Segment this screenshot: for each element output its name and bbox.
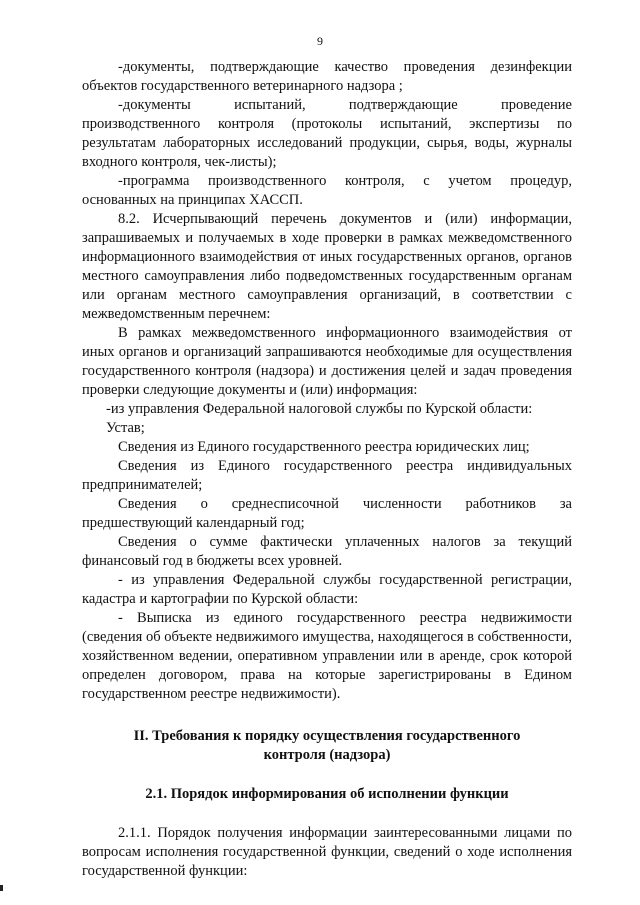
list-item-test-docs: -документы испытаний, подтверждающие проведение производственного контроля (протоколы испытаний, экспертизы по результатам лабораторных исследований продукции, сырья, воды, журналы входного контроля, чек-листы); — [82, 97, 572, 170]
egrip-item: Сведения из Единого государственного реестра индивидуальных предпринимателей; — [82, 458, 572, 493]
section-heading: II. Требования к порядку осуществления государственного контроля (надзора) — [133, 728, 521, 763]
list-item-disinfection-docs: -документы, подтверждающие качество проведения дезинфекции объектов государственного ветеринарного надзора ; — [82, 59, 572, 94]
egrn-extract-item: - Выписка из единого государственного реестра недвижимости (сведения об объекте недвижимого имущества, находящегося в собственности, хозяйственном ведении, оперативном управлении или в аренде, срок которой определен договором, права на которые зарегистрированы в Едином государственном реестре недвижимости). — [82, 610, 572, 702]
subsection-heading: 2.1. Порядок информирования об исполнении функции — [145, 786, 509, 802]
list-item-control-program: -программа производственного контроля, с учетом процедур, основанных на принципах ХАССП. — [82, 173, 572, 208]
document-body — [82, 58, 572, 881]
interagency-paragraph: В рамках межведомственного информационного взаимодействия от иных органов и организаций запрашиваются необходимые для осуществления государственного контроля (надзора) и достижения целей и задач проведения проверки следующие документы и (или) информация: — [82, 325, 572, 398]
taxes-item: Сведения о сумме фактически уплаченных налогов за текущий финансовый год в бюджеты всех уровней. — [82, 534, 572, 569]
clause-2-1-1: 2.1.1. Порядок получения информации заинтересованными лицами по вопросам исполнения государственной функции, сведений о ходе исполнения государственной функции: — [82, 825, 572, 879]
scan-mark — [0, 885, 3, 891]
egrul-item: Сведения из Единого государственного реестра юридических лиц; — [118, 439, 530, 455]
rosreestr-item: - из управления Федеральной службы государственной регистрации, кадастра и картографии по Курской области: — [82, 572, 572, 607]
headcount-item: Сведения о среднесписочной численности работников за предшествующий календарный год; — [82, 496, 572, 531]
charter-item: Устав; — [106, 420, 145, 436]
page-number: 9 — [317, 34, 323, 48]
clause-8-2: 8.2. Исчерпывающий перечень документов и (или) информации, запрашиваемых и получаемых в ходе проверки в рамках межведомственного информационного взаимодействия от иных государственных органов, органов местного самоуправления либо подведомственных государственным органам или органам местного самоуправления организаций, в соответствии с межведомственным перечнем: — [82, 211, 572, 322]
tax-service-item: -из управления Федеральной налоговой службы по Курской области: — [106, 401, 533, 417]
